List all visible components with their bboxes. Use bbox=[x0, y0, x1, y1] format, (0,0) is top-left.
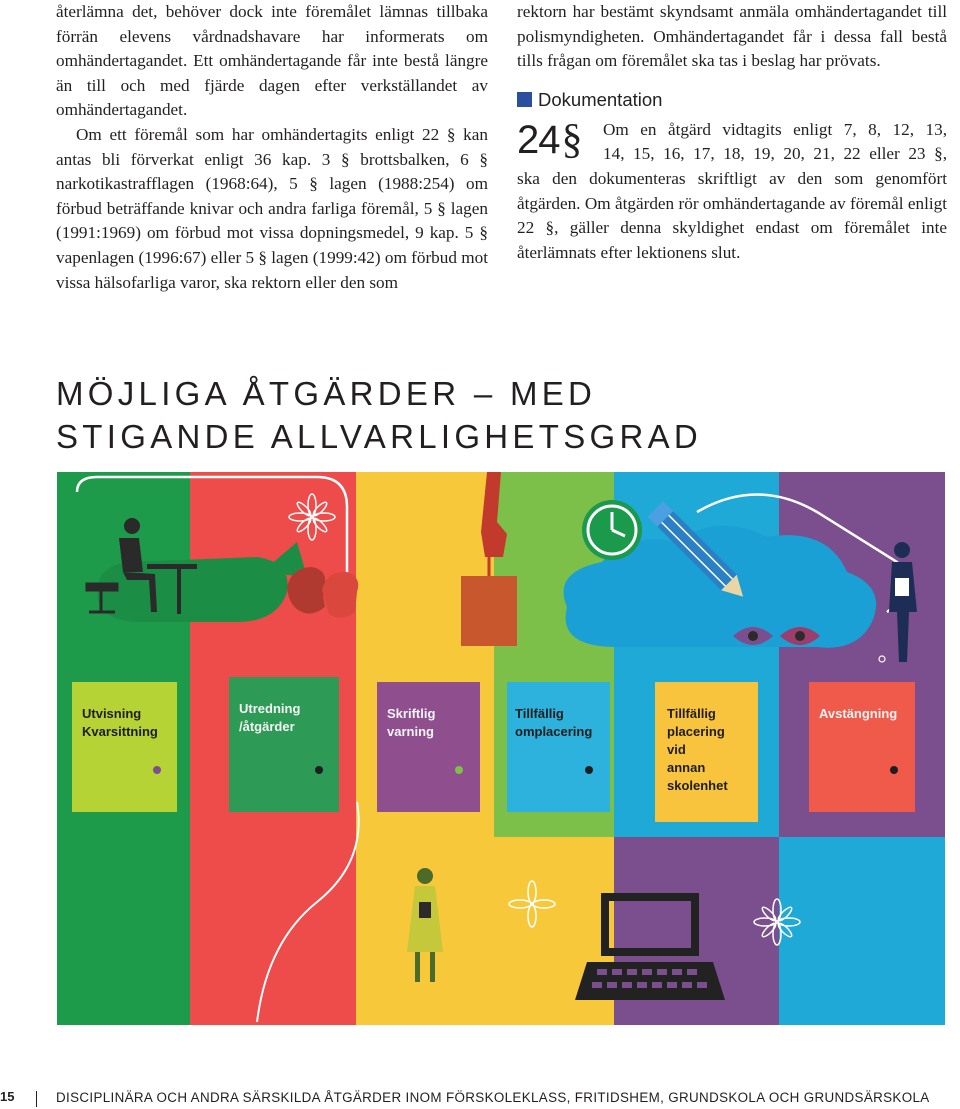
blue-square-icon bbox=[517, 92, 532, 107]
paragraph-24 bbox=[517, 118, 947, 266]
svg-text:omplacering: omplacering bbox=[515, 724, 593, 739]
svg-text:vid: vid bbox=[667, 742, 686, 757]
section-heading-label: Dokumentation bbox=[538, 88, 663, 110]
door-3 bbox=[377, 682, 480, 812]
paragraph: Om ett föremål som har omhändertagits enligt 22 § kan antas bli förverkat enligt 36 kap. 3 § brottsbalken, 6 § narkotikastrafflagen (1968:64), 5 § lagen (1988:254) om förbud beträffande knivar och andra farliga föremål, 5 § lagen (1991:1969) om förbud mot vissa dopningsmedel, 9 kap. 5 § vapenlagen (1996:67) eller 5 § lagen (1999:42) om förbud mot vissa hälsofarliga varor, ska rektorn eller den som bbox=[56, 124, 488, 292]
svg-text:Tillfällig: Tillfällig bbox=[515, 706, 564, 721]
svg-text:/åtgärder: /åtgärder bbox=[239, 719, 295, 734]
door-5 bbox=[655, 682, 758, 822]
paragraph: rektorn har bestämt skyndsamt anmäla omhändertagandet till polismyndigheten. Omhändertagandet får i dessa fall bestå tills frågan om föremålet ska tas i beslag har prövats. bbox=[517, 2, 947, 71]
page-number: 15 bbox=[0, 1089, 15, 1104]
svg-text:Tillfällig: Tillfällig bbox=[667, 706, 716, 721]
svg-text:Utvisning: Utvisning bbox=[82, 706, 142, 721]
svg-text:varning: varning bbox=[387, 724, 434, 739]
footer-running-title: DISCIPLINÄRA OCH ANDRA SÄRSKILDA ÅTGÄRDER INOM FÖRSKOLEKLASS, FRITIDSHEM, GRUNDSKOLA OCH GRUNDSÄRSKOLA bbox=[56, 1090, 930, 1105]
measures-illustration bbox=[57, 472, 945, 1025]
right-text-column bbox=[517, 0, 947, 265]
page-title bbox=[56, 372, 936, 458]
left-text-column bbox=[56, 0, 488, 295]
door-6 bbox=[809, 682, 915, 812]
footer-divider bbox=[36, 1091, 37, 1107]
paragraph-text: Om en åtgärd vidtagits enligt 7, 8, 12, 13, 14, 15, 16, 17, 18, 19, 20, 21, 22 eller 23 §, ska den dokumenteras skriftligt av den som genomfört åtgärden. Om åtgärden rör omhändertagande av föremål enligt 22 §, gäller denna skyldighet endast om föremålet inte återlämnats efter lektionens slut. bbox=[517, 119, 947, 262]
svg-text:Skriftlig: Skriftlig bbox=[387, 706, 436, 721]
title-line-1: MÖJLIGA ÅTGÄRDER – MED bbox=[56, 375, 597, 412]
svg-text:Avstängning: Avstängning bbox=[819, 706, 898, 721]
paragraph-number: 24§ bbox=[517, 116, 582, 163]
svg-text:placering: placering bbox=[667, 724, 725, 739]
svg-text:skolenhet: skolenhet bbox=[667, 778, 728, 793]
section-heading bbox=[517, 88, 947, 112]
svg-text:annan: annan bbox=[667, 760, 706, 775]
door-4 bbox=[507, 682, 610, 812]
stripe-bottom-right bbox=[779, 837, 945, 1025]
svg-text:Kvarsittning: Kvarsittning bbox=[82, 724, 158, 739]
paragraph: återlämna det, behöver dock inte föremålet lämnas tillbaka förrän elevens vårdnadshavare har informerats om omhändertagandet. Ett omhändertagande får inte bestå längre än till och med fjärde dagen efter verkställandet av omhändertagandet. bbox=[56, 2, 488, 120]
door-1 bbox=[72, 682, 177, 812]
page-footer bbox=[0, 1088, 960, 1109]
title-line-2: STIGANDE ALLVARLIGHETSGRAD bbox=[56, 418, 703, 455]
door-2 bbox=[229, 677, 339, 812]
clock-icon bbox=[582, 500, 642, 560]
svg-text:Utredning: Utredning bbox=[239, 701, 301, 716]
